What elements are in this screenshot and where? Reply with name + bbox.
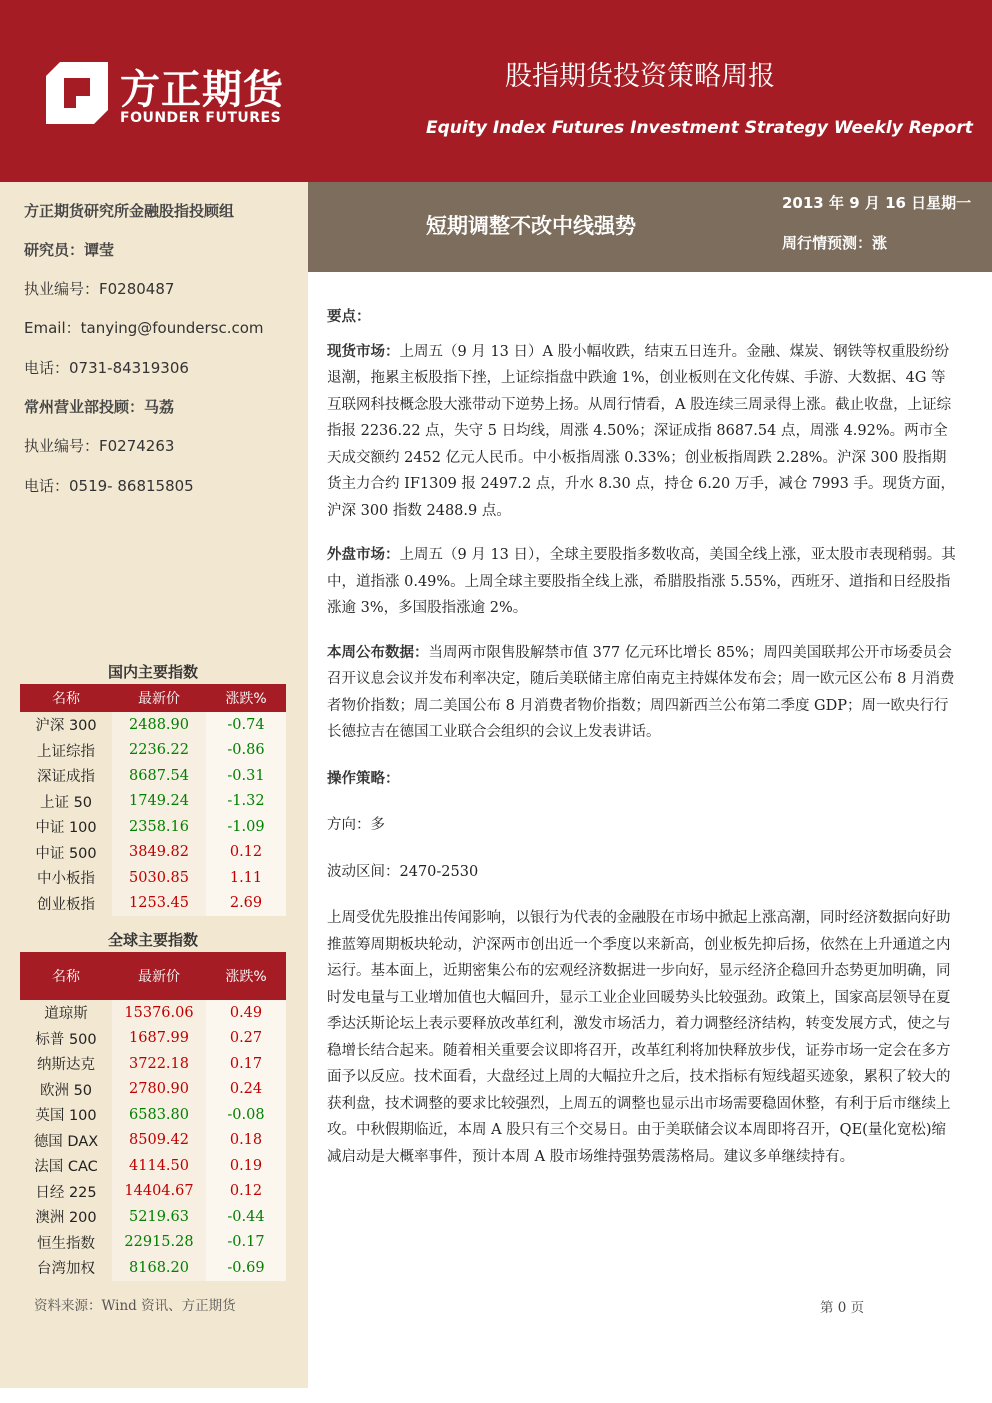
index-price: 14404.67 xyxy=(112,1179,206,1205)
index-name: 日经 225 xyxy=(20,1179,112,1205)
headline-bar xyxy=(308,182,992,272)
global-index-table xyxy=(20,952,286,1281)
index-price: 5030.85 xyxy=(112,865,206,891)
col-name: 名称 xyxy=(20,952,112,1000)
domestic-index-table xyxy=(20,684,286,916)
index-price: 1749.24 xyxy=(112,789,206,815)
index-change: -0.44 xyxy=(206,1204,286,1230)
index-name: 中证 100 xyxy=(20,814,112,840)
index-price: 3849.82 xyxy=(112,840,206,866)
phone: 电话：0731-84319306 xyxy=(24,359,189,377)
data-source: 资料来源：Wind 资讯、方正期货 xyxy=(34,1298,236,1314)
index-name: 创业板指 xyxy=(20,891,112,917)
founder-logo-icon xyxy=(46,62,108,124)
table-row xyxy=(20,1153,286,1179)
report-body xyxy=(327,304,957,1170)
index-change: 1.11 xyxy=(206,865,286,891)
report-header xyxy=(0,0,992,182)
index-change: 0.12 xyxy=(206,840,286,866)
index-name: 中小板指 xyxy=(20,865,112,891)
table-row xyxy=(20,1128,286,1154)
table-row xyxy=(20,1179,286,1205)
index-price: 2358.16 xyxy=(112,814,206,840)
col-change: 涨跌% xyxy=(206,684,286,712)
table-row xyxy=(20,763,286,789)
index-change: 0.24 xyxy=(206,1077,286,1103)
index-change: 0.12 xyxy=(206,1179,286,1205)
overseas-text: 上周五（9 月 13 日），全球主要股指多数收高，美国全线上涨，亚太股市表现稍弱。其中，道指涨 0.49%。上周全球主要股指全线上涨，希腊股指涨 5.55%，西班牙、道指和日经股指涨逾 3%，多国股指涨逾 2%。 xyxy=(327,547,956,616)
index-price: 6583.80 xyxy=(112,1102,206,1128)
researcher: 研究员：谭莹 xyxy=(24,241,115,259)
table-row xyxy=(20,1102,286,1128)
data-release-paragraph xyxy=(327,640,957,746)
index-name: 深证成指 xyxy=(20,763,112,789)
col-price: 最新价 xyxy=(112,952,206,1000)
index-name: 中证 500 xyxy=(20,840,112,866)
weekly-forecast: 周行情预测：涨 xyxy=(782,234,888,252)
index-price: 2236.22 xyxy=(112,738,206,764)
index-name: 法国 CAC xyxy=(20,1153,112,1179)
index-name: 上证 50 xyxy=(20,789,112,815)
index-name: 德国 DAX xyxy=(20,1128,112,1154)
overseas-market-paragraph xyxy=(327,542,957,622)
analysis-paragraph: 上周受优先股推出传闻影响，以银行为代表的金融股在市场中掀起上涨高潮，同时经济数据向好助推蓝筹周期板块轮动，沪深两市创出近一个季度以来新高，创业板先抑后扬，依然在上升通道之内运行。基本面上，近期密集公布的宏观经济数据进一步向好，显示经济企稳回升态势更加明确，同时发电量与工业增加值也大幅回升，显示工业企业回暖势头比较强劲。政策上，国家高层领导在夏季达沃斯论坛上表示要释放改革红利，激发市场活力，着力调整经济结构，转变发展方式，使之与稳增长结合起来。随着相关重要会议即将召开，改革红利将加快释放步伐，证券市场一定会在多方面予以反应。技术面看，大盘经过上周的大幅拉升之后，技术指标有短线超买迹象，累积了较大的获利盘，技术调整的要求比较强烈，上周五的调整也显示出市场需要稳固休整，有利于后市继续上攻。中秋假期临近，本周 A 股只有三个交易日。由于美联储会议本周即将召开，QE(量化宽松)缩减启动是大概率事件，预计本周 A 股市场维持强势震荡格局。建议多单继续持有。 xyxy=(327,910,951,1165)
table-row xyxy=(20,1077,286,1103)
index-name: 英国 100 xyxy=(20,1102,112,1128)
data-text: 当周两市限售股解禁市值 377 亿元环比增长 85%；周四美国联邦公开市场委员会召开议息会议并发布利率决定，随后美联储主席伯南克主持媒体发布会；周一欧元区公布 8 月消费者物价指数；周二美国公布 8 月消费者物价指数；周四新西兰公布第二季度 GDP；周一欧央行行长德拉吉在德国工业联合会组织的会议上发表讲话。 xyxy=(327,644,955,740)
report-date: 2013 年 9 月 16 日星期一 xyxy=(782,194,972,212)
index-change: -0.17 xyxy=(206,1230,286,1256)
index-change: 0.19 xyxy=(206,1153,286,1179)
index-change: -0.74 xyxy=(206,712,286,738)
table-row xyxy=(20,814,286,840)
index-change: -0.69 xyxy=(206,1255,286,1281)
index-price: 22915.28 xyxy=(112,1230,206,1256)
index-change: -1.32 xyxy=(206,789,286,815)
domestic-table-title: 国内主要指数 xyxy=(107,663,198,681)
index-name: 道琼斯 xyxy=(20,1000,112,1026)
data-label: 本周公布数据： xyxy=(327,644,429,661)
index-change: -0.31 xyxy=(206,763,286,789)
index-change: 0.17 xyxy=(206,1051,286,1077)
index-name: 沪深 300 xyxy=(20,712,112,738)
index-name: 恒生指数 xyxy=(20,1230,112,1256)
key-points-heading: 要点： xyxy=(327,309,371,325)
col-change: 涨跌% xyxy=(206,952,286,1000)
index-price: 1687.99 xyxy=(112,1026,206,1052)
advisor-license: 执业编号：F0274263 xyxy=(24,437,175,455)
index-price: 5219.63 xyxy=(112,1204,206,1230)
index-change: 0.27 xyxy=(206,1026,286,1052)
index-price: 4114.50 xyxy=(112,1153,206,1179)
spot-text: 上周五（9 月 13 日）A 股小幅收跌，结束五日连升。金融、煤炭、钢铁等权重股纷纷退潮，拖累主板股指下挫，上证综指盘中跌逾 1%，创业板则在文化传媒、手游、大数据、4G 等互联网科技概念股大涨带动下逆势上扬。从周行情看，A 股连续三周录得上涨。截止收盘，上证综指报 2236.22 点，失守 5 日均线，周涨 4.50%；深证成指 8687.54 点，周涨 4.92%。两市全天成交额约 2452 亿元人民币。中小板指周涨 0.33%；创业板指周跌 2.28%。沪深 300 股指期货主力合约 IF1309 报 2497.2 点，升水 8.30 点，持仓 6.20 万手，减仓 7993 手。现货方面，沪深 300 指数 2488.9 点。 xyxy=(327,343,955,519)
spot-market-paragraph xyxy=(327,339,957,525)
index-price: 2488.90 xyxy=(112,712,206,738)
index-change: -1.09 xyxy=(206,814,286,840)
table-row xyxy=(20,789,286,815)
index-change: -0.86 xyxy=(206,738,286,764)
index-change: 2.69 xyxy=(206,891,286,917)
index-price: 8509.42 xyxy=(112,1128,206,1154)
report-title-en: Equity Index Futures Investment Strategy Weekly Report xyxy=(426,118,973,138)
table-row xyxy=(20,1204,286,1230)
index-name: 纳斯达克 xyxy=(20,1051,112,1077)
table-row xyxy=(20,1255,286,1281)
index-price: 8687.54 xyxy=(112,763,206,789)
advisor: 常州营业部投顾：马荔 xyxy=(24,398,175,416)
company-name-cn: 方正期货 xyxy=(120,67,284,113)
table-row xyxy=(20,1230,286,1256)
company-name-en: FOUNDER FUTURES xyxy=(120,110,282,126)
index-name: 欧洲 50 xyxy=(20,1077,112,1103)
index-name: 标普 500 xyxy=(20,1026,112,1052)
index-price: 15376.06 xyxy=(112,1000,206,1026)
strategy-heading: 操作策略： xyxy=(327,770,400,787)
index-name: 台湾加权 xyxy=(20,1255,112,1281)
index-price: 8168.20 xyxy=(112,1255,206,1281)
table-row xyxy=(20,1051,286,1077)
page-number: 第 0 页 xyxy=(820,1300,865,1316)
headline: 短期调整不改中线强势 xyxy=(426,214,636,238)
table-row xyxy=(20,1000,286,1026)
email[interactable]: Email：tanying@foundersc.com xyxy=(24,319,264,337)
index-name: 澳洲 200 xyxy=(20,1204,112,1230)
col-name: 名称 xyxy=(20,684,112,712)
table-row xyxy=(20,865,286,891)
table-row xyxy=(20,891,286,917)
col-price: 最新价 xyxy=(112,684,206,712)
index-price: 1253.45 xyxy=(112,891,206,917)
range: 波动区间：2470-2530 xyxy=(327,863,479,880)
index-price: 2780.90 xyxy=(112,1077,206,1103)
index-change: -0.08 xyxy=(206,1102,286,1128)
index-change: 0.18 xyxy=(206,1128,286,1154)
index-name: 上证综指 xyxy=(20,738,112,764)
report-title-cn: 股指期货投资策略周报 xyxy=(505,61,775,92)
research-group: 方正期货研究所金融股指投顾组 xyxy=(24,202,235,220)
advisor-phone: 电话：0519- 86815805 xyxy=(24,477,194,495)
table-row xyxy=(20,840,286,866)
index-price: 3722.18 xyxy=(112,1051,206,1077)
table-row xyxy=(20,1026,286,1052)
overseas-label: 外盘市场： xyxy=(327,547,400,563)
table-row xyxy=(20,712,286,738)
direction: 方向：多 xyxy=(327,817,385,833)
table-row xyxy=(20,738,286,764)
global-table-title: 全球主要指数 xyxy=(107,931,198,949)
index-change: 0.49 xyxy=(206,1000,286,1026)
spot-label: 现货市场： xyxy=(327,343,400,360)
license-number: 执业编号：F0280487 xyxy=(24,280,175,298)
